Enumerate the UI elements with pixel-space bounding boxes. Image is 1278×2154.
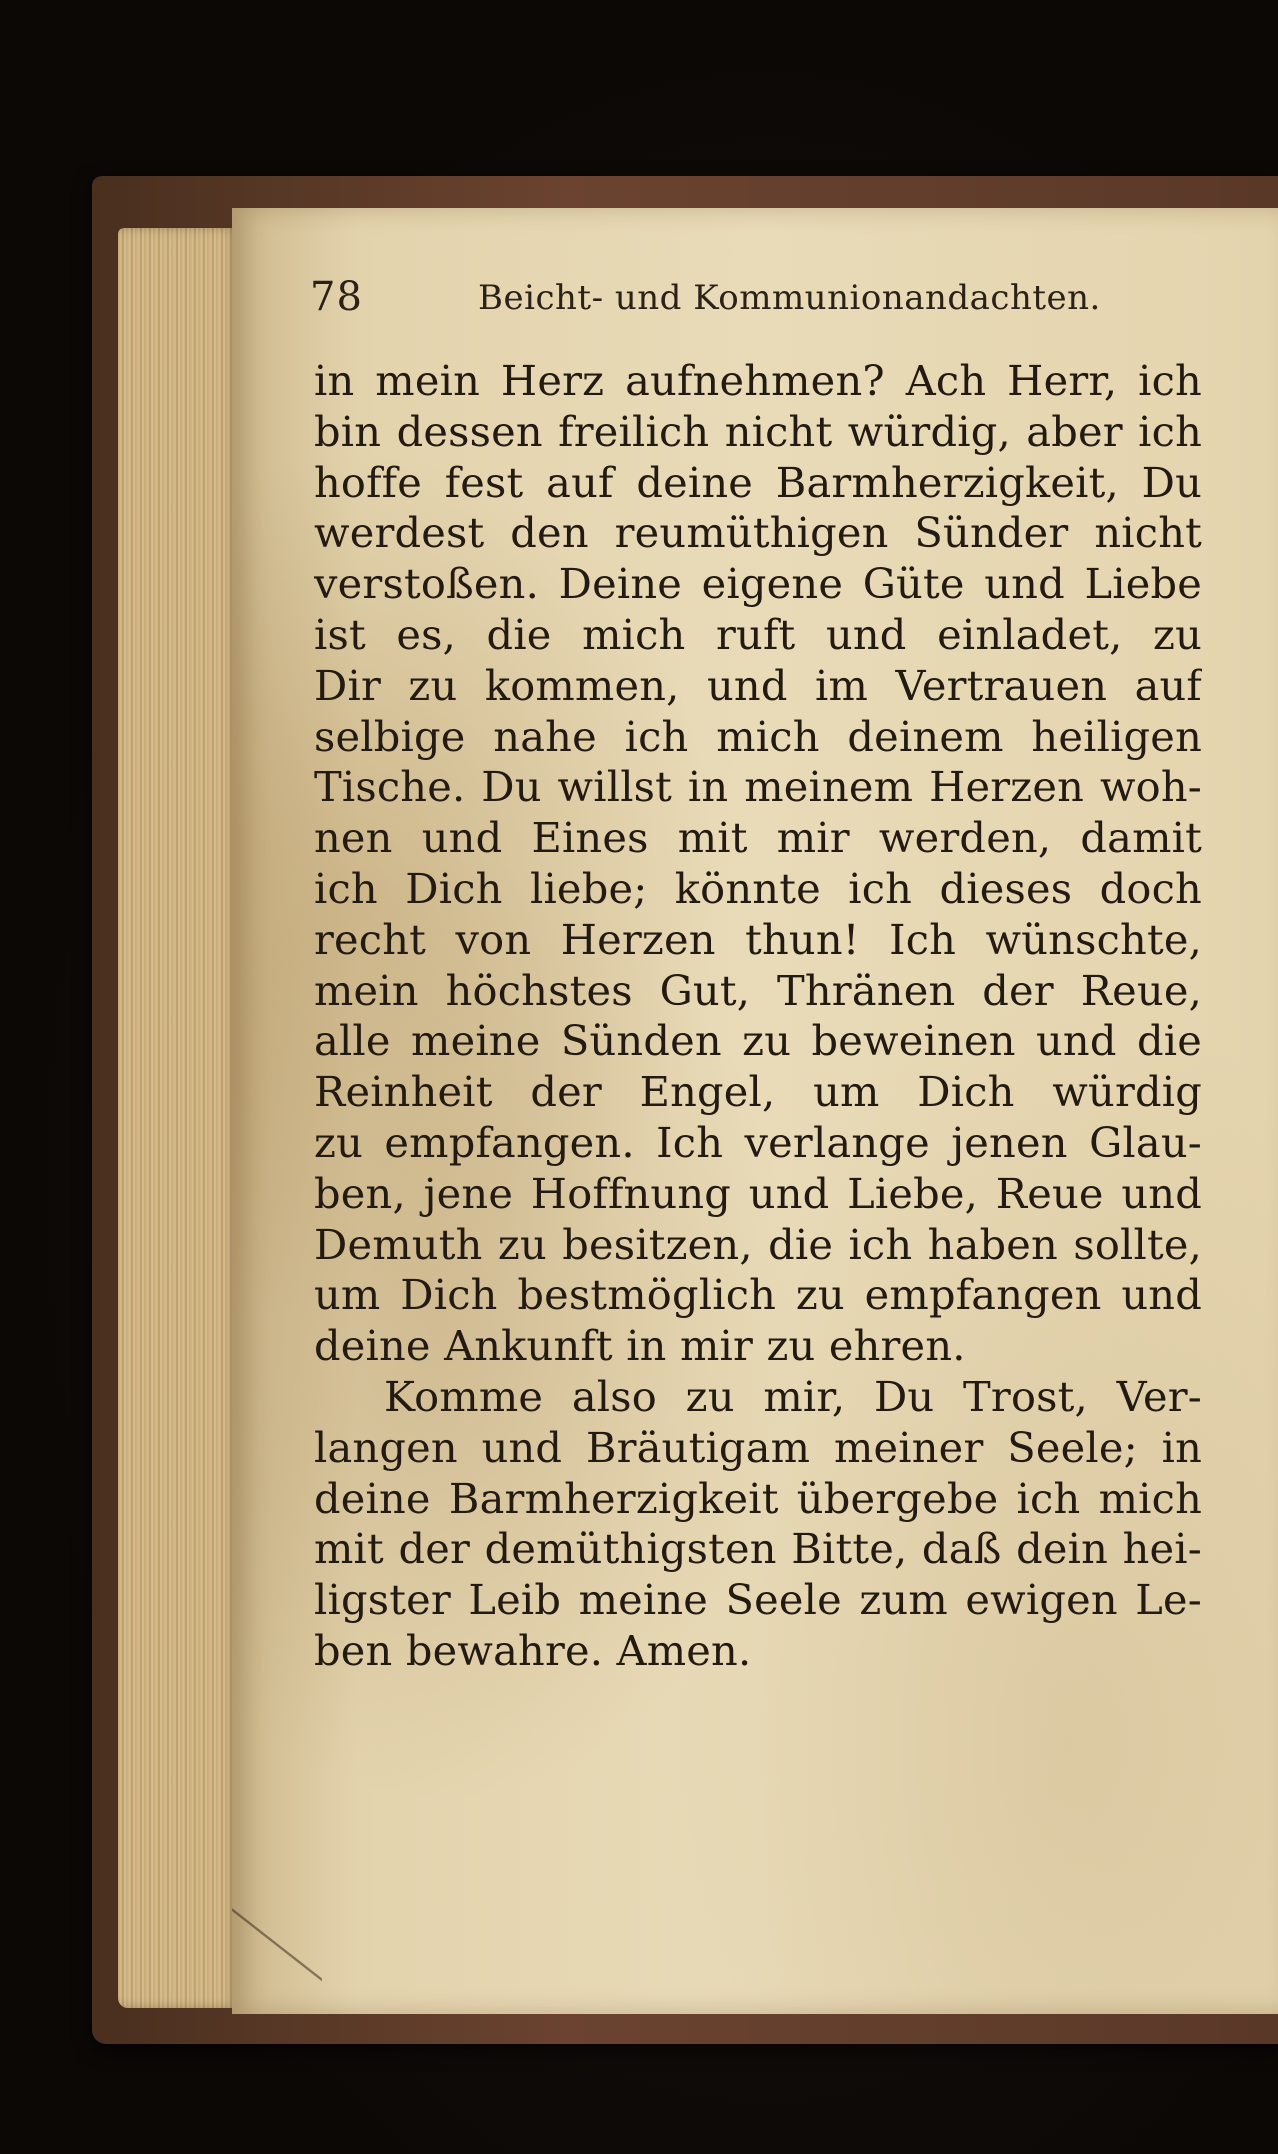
paragraph-1	[314, 356, 1202, 1372]
text-line: in mein Herz aufnehmen? Ach Herr, ich	[314, 356, 1202, 405]
page-corner-crease	[232, 1908, 322, 2087]
text-line: verstoßen. Deine eigene Güte und Liebe	[314, 559, 1202, 609]
text-line: ligster Leib meine Seele zum ewigen Le-	[314, 1575, 1202, 1625]
text-line: deine Barmherzigkeit übergebe ich mich	[314, 1473, 1202, 1523]
text-line: recht von Herzen thun! Ich wünschte,	[314, 914, 1202, 964]
text-line: hoffe fest auf deine Barmherzigkeit, Du	[314, 457, 1202, 507]
text-line: mein höchstes Gut, Thränen der Reue,	[314, 965, 1202, 1015]
text-line: selbige nahe ich mich deinem heiligen	[314, 711, 1202, 761]
text-line: Tische. Du willst in meinem Herzen woh-	[314, 762, 1202, 812]
text-line: um Dich bestmöglich zu empfangen und	[314, 1270, 1202, 1320]
page-number: 78	[310, 274, 363, 320]
text-line: Dir zu kommen, und im Vertrauen auf	[314, 660, 1202, 710]
text-line: ich Dich liebe; könnte ich dieses doch	[314, 863, 1202, 913]
text-line: bin dessen freilich nicht würdig, aber ich	[314, 406, 1202, 456]
text-line: nen und Eines mit mir werden, damit	[314, 813, 1202, 863]
text-line: ben, jene Hoffnung und Liebe, Reue und	[314, 1168, 1202, 1218]
text-line: zu empfangen. Ich verlange jenen Glau-	[314, 1117, 1202, 1167]
page-header	[310, 274, 1270, 334]
text-line: alle meine Sünden zu beweinen und die	[314, 1016, 1202, 1066]
body-text	[314, 356, 1202, 1677]
running-head: Beicht- und Kommunionandachten.	[478, 278, 1101, 318]
text-line: deine Ankunft in mir zu ehren.	[314, 1321, 966, 1371]
text-line: Reinheit der Engel, um Dich würdig	[314, 1067, 1202, 1117]
text-line: langen und Bräutigam meiner Seele; in	[314, 1422, 1202, 1472]
text-line: mit der demüthigsten Bitte, daß dein hei-	[314, 1524, 1202, 1574]
paragraph-2	[314, 1372, 1202, 1677]
page-edges	[118, 228, 238, 2008]
text-line: ben bewahre. Amen.	[314, 1625, 752, 1675]
text-line: Komme also zu mir, Du Trost, Ver-	[384, 1371, 1202, 1421]
text-line: ist es, die mich ruft und einladet, zu	[314, 609, 1202, 659]
text-line: werdest den reumüthigen Sünder nicht	[314, 508, 1202, 558]
book-page	[232, 208, 1278, 2014]
text-line: Demuth zu besitzen, die ich haben sollte,	[314, 1219, 1202, 1269]
